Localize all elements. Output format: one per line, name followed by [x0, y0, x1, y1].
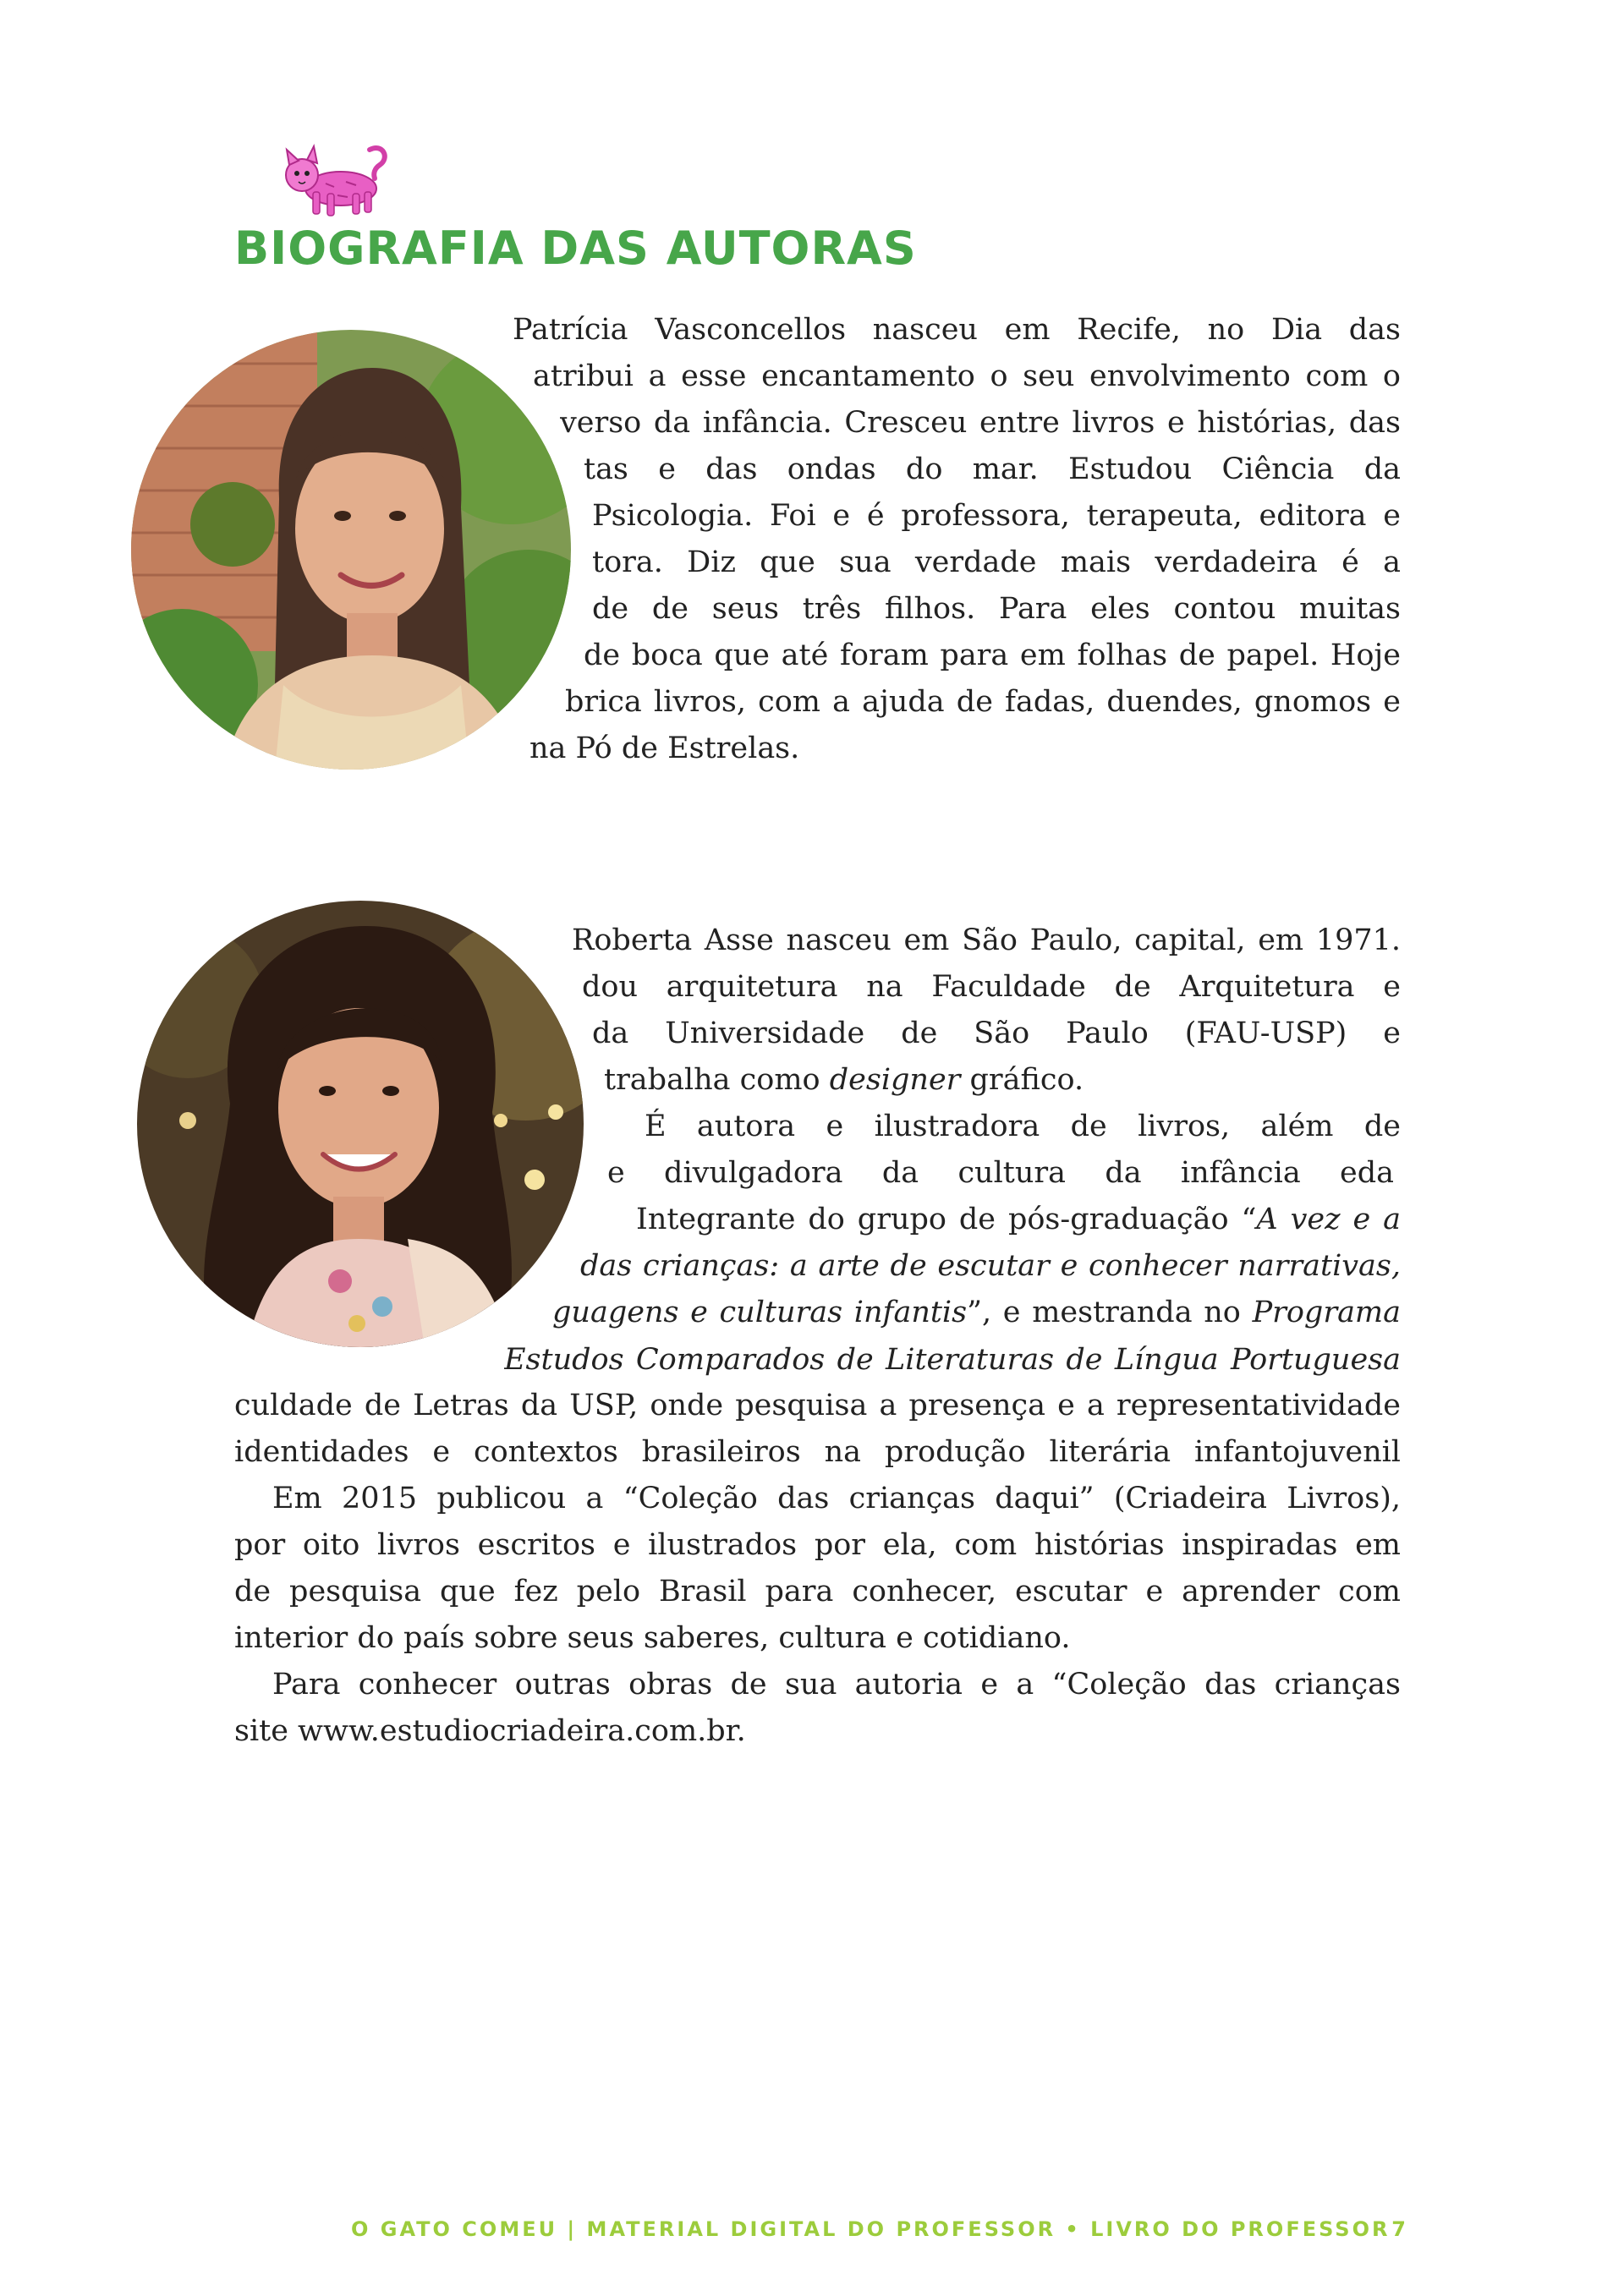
author-photo-patricia: [131, 330, 571, 770]
bio2-line: É autora e ilustradora de livros, além de: [645, 1110, 1401, 1143]
bio1-line: de boca que até foram para em folhas de papel. Hoje: [584, 638, 1401, 672]
bio1-line: brica livros, com a ajuda de fadas, duendes, gnomos e: [565, 685, 1401, 719]
bio2-line: Em 2015 publicou a “Coleção das crianças daqui” (Criadeira Livros),: [272, 1482, 1401, 1515]
bio2-line: interior do país sobre seus saberes, cultura e cotidiano.: [234, 1621, 1071, 1655]
bio2-line: trabalha como designer gráfico.: [604, 1063, 1084, 1097]
page-footer: [351, 2217, 1408, 2251]
bio2-line: das crianças: a arte de escutar e conhecer narrativas,: [580, 1249, 1401, 1283]
bio2-line: Estudos Comparados de Literaturas de Língua Portuguesa: [504, 1343, 1401, 1377]
author-photo-roberta: [137, 901, 584, 1347]
cat-illustration: [275, 140, 393, 220]
bio2-line: por oito livros escritos e ilustrados por ela, com histórias inspiradas em: [234, 1528, 1401, 1562]
bio1-line: atribui a esse encantamento o seu envolvimento com o: [533, 359, 1401, 393]
bio2-line: Integrante do grupo de pós-graduação “A vez e a: [636, 1203, 1401, 1236]
bio2-line: da Universidade de São Paulo (FAU-USP) e: [592, 1016, 1401, 1050]
bio2-line: Roberta Asse nasceu em São Paulo, capital, em 1971.: [572, 923, 1401, 957]
bio1-line: tas e das ondas do mar. Estudou Ciência da: [584, 452, 1401, 486]
designer-italic: designer: [829, 1063, 961, 1097]
bio2-line: guagens e culturas infantis”, e mestranda no Programa: [552, 1296, 1401, 1329]
bio2-line: site www.estudiocriadeira.com.br.: [234, 1714, 746, 1748]
bio2-line: culdade de Letras da USP, onde pesquisa a presença e a representatividade: [234, 1389, 1401, 1422]
bio2-line: de pesquisa que fez pelo Brasil para conhecer, escutar e aprender com: [234, 1575, 1401, 1608]
footer-text: O GATO COMEU | MATERIAL DIGITAL DO PROFESSOR • LIVRO DO PROFESSOR: [351, 2217, 1391, 2241]
bio2-line: identidades e contextos brasileiros na produção literária infantojuvenil: [234, 1435, 1401, 1469]
page-title: BIOGRAFIA DAS AUTORAS: [234, 222, 917, 275]
bio1-line: Patrícia Vasconcellos nasceu em Recife, no Dia das: [513, 313, 1401, 347]
bio2-line: dou arquitetura na Faculdade de Arquitetura e: [582, 970, 1401, 1004]
bio1-line: tora. Diz que sua verdade mais verdadeira é a: [592, 545, 1401, 579]
bio1-line: de de seus três filhos. Para eles contou muitas: [592, 592, 1401, 626]
bio1-line: Psicologia. Foi e é professora, terapeuta, editora e: [592, 499, 1401, 533]
bio1-line: na Pó de Estrelas.: [529, 732, 800, 765]
bio2-line: Para conhecer outras obras de sua autoria e a “Coleção das crianças: [272, 1668, 1401, 1701]
bio2-line: e divulgadora da cultura da infância eda: [607, 1156, 1394, 1190]
bio1-line: verso da infância. Cresceu entre livros e histórias, das: [560, 406, 1401, 440]
page-number: 7: [1391, 2217, 1408, 2241]
